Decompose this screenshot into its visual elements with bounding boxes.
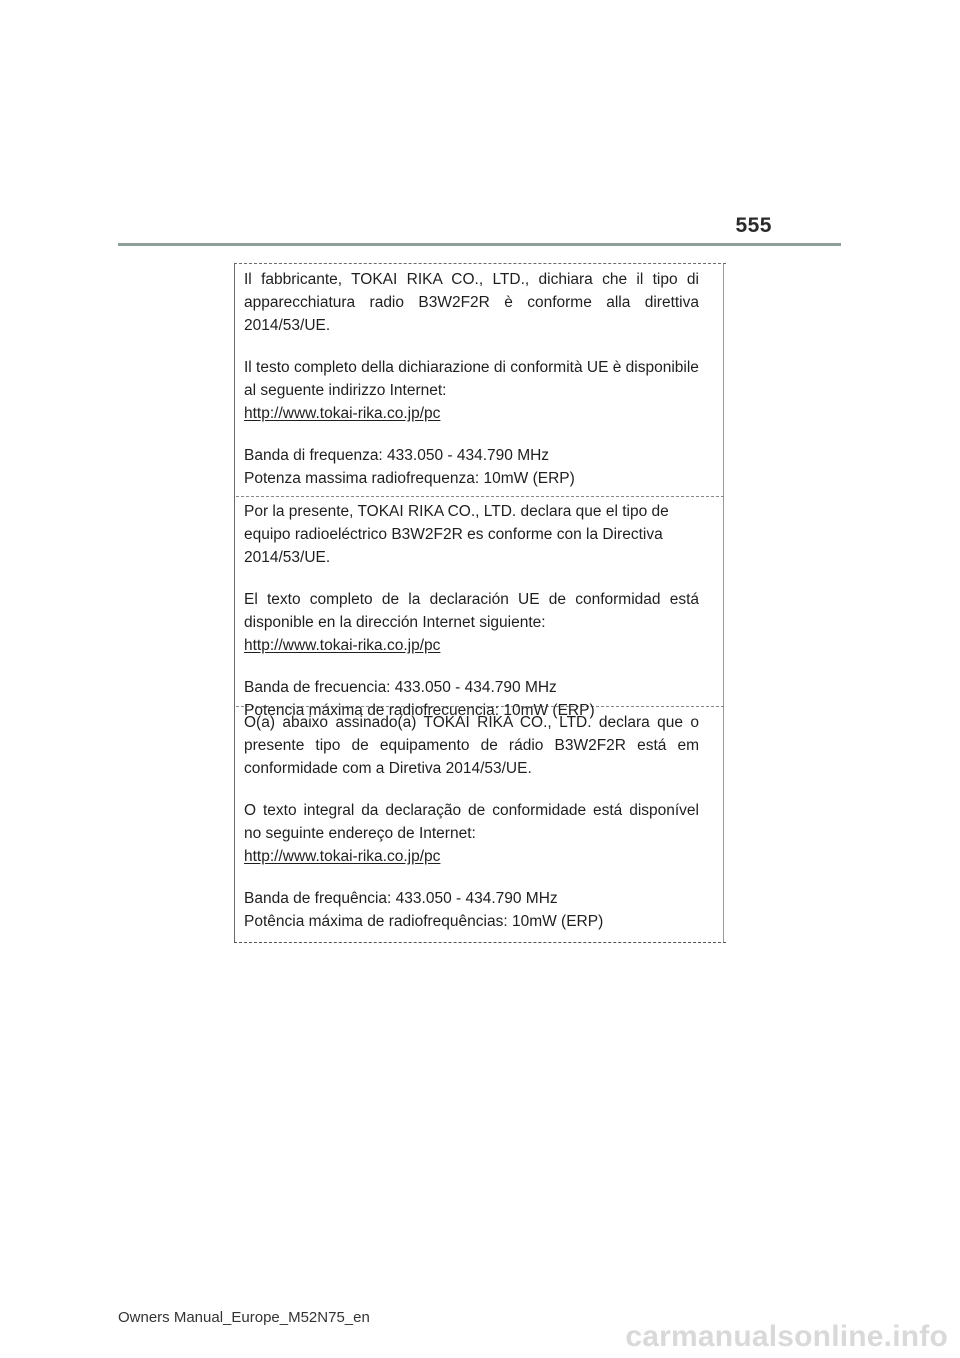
header-rule: [118, 243, 841, 246]
box-top-border: [234, 263, 726, 264]
portuguese-url-link[interactable]: http://www.tokai-rika.co.jp/pc: [244, 848, 441, 865]
portuguese-frequency-band: Banda de frequência: 433.050 - 434.790 MHz: [244, 890, 558, 907]
italian-max-power: Potenza massima radiofrequenza: 10mW (ERP): [244, 470, 575, 487]
section-portuguese: [244, 711, 699, 933]
spanish-max-power: Potencia máxima de radiofrecuencia: 10mW (ERP): [244, 702, 595, 719]
section-spanish: [244, 500, 699, 722]
italian-declaration: Il fabbricante, TOKAI RIKA CO., LTD., dichiara che il tipo di apparecchiatura radio B3W2F2R è conforme alla direttiva 2014/53/UE.: [244, 271, 699, 334]
footer-manual-id: Owners Manual_Europe_M52N75_en: [118, 1309, 370, 1326]
watermark: carmanualsonline.info: [625, 1320, 948, 1353]
section-divider-1: [236, 496, 724, 497]
italian-url-link[interactable]: http://www.tokai-rika.co.jp/pc: [244, 405, 441, 422]
italian-full-text: Il testo completo della dichiarazione di conformità UE è disponibile al seguente indirizzo Internet:: [244, 359, 699, 399]
portuguese-max-power: Potência máxima de radiofrequências: 10mW (ERP): [244, 913, 604, 930]
spanish-declaration: Por la presente, TOKAI RIKA CO., LTD. declara que el tipo de equipo radioeléctrico B3W2F2R es conforme con la Directiva 2014/53/UE.: [244, 503, 669, 566]
italian-frequency-band: Banda di frequenza: 433.050 - 434.790 MHz: [244, 447, 550, 464]
section-italian: [244, 268, 699, 490]
spanish-url-link[interactable]: http://www.tokai-rika.co.jp/pc: [244, 637, 441, 654]
spanish-frequency-band: Banda de frecuencia: 433.050 - 434.790 MHz: [244, 679, 557, 696]
box-bottom-border: [234, 942, 726, 943]
portuguese-declaration: O(a) abaixo assinado(a) TOKAI RIKA CO., LTD. declara que o presente tipo de equipamento de rádio B3W2F2R está em conformidade com a Diretiva 2014/53/UE.: [244, 714, 699, 777]
spanish-full-text: El texto completo de la declaración UE de conformidad está disponible en la dirección Internet siguiente:: [244, 591, 699, 631]
page-number: 555: [735, 214, 772, 237]
portuguese-full-text: O texto integral da declaração de conformidade está disponível no seguinte endereço de Internet:: [244, 802, 699, 842]
